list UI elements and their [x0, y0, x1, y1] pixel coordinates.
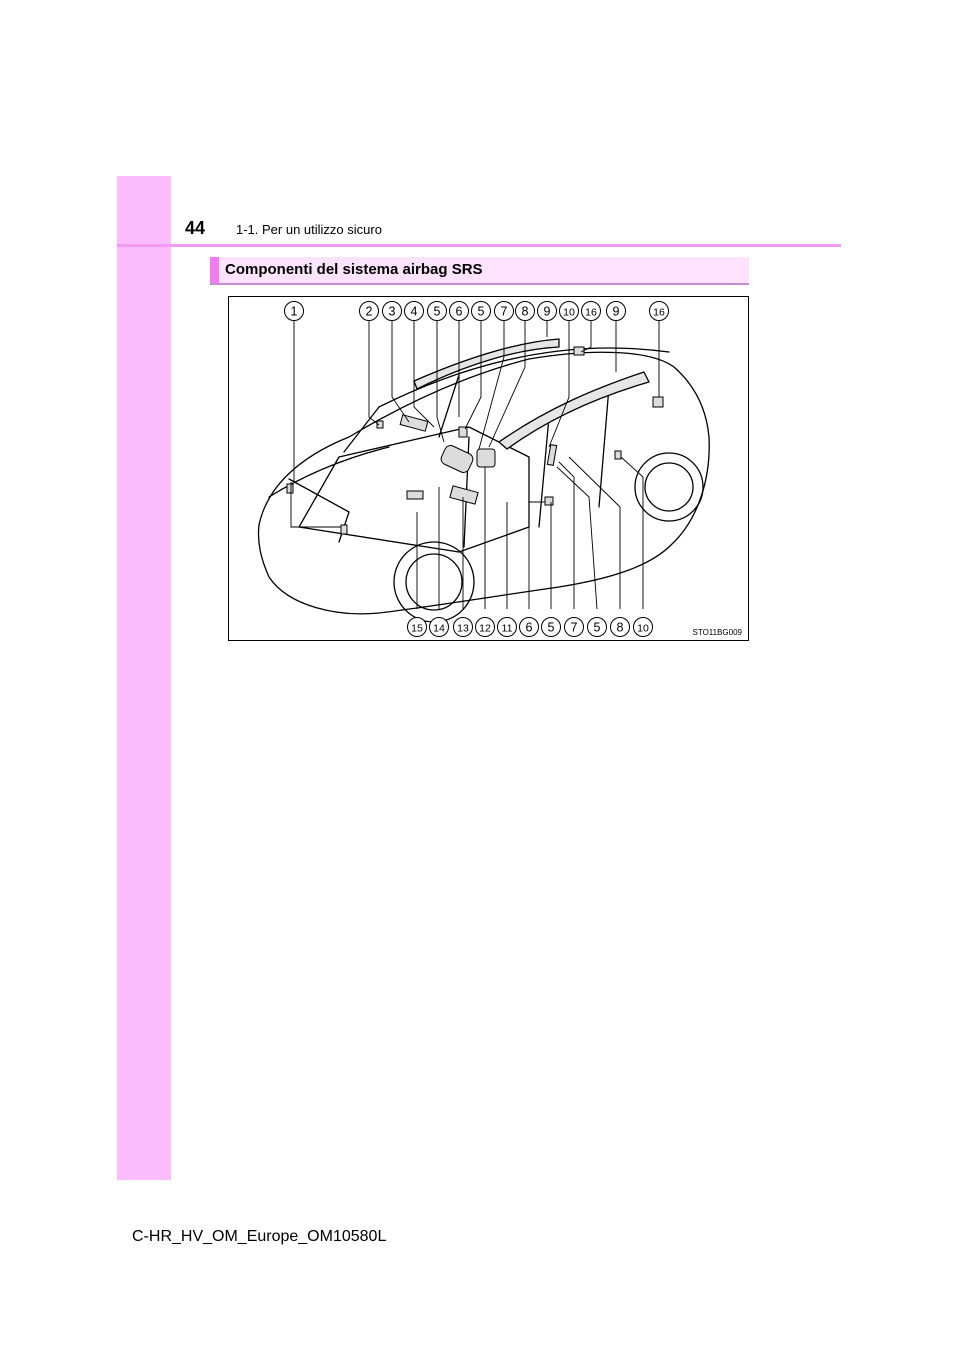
svg-text:14: 14 [433, 622, 445, 635]
svg-text:15: 15 [411, 622, 423, 635]
svg-text:1: 1 [290, 304, 298, 319]
component-rear-pretensioner [653, 397, 663, 407]
svg-text:7: 7 [500, 304, 508, 319]
svg-text:5: 5 [433, 304, 441, 319]
windshield [344, 375, 459, 452]
footer-doc-code: C-HR_HV_OM_Europe_OM10580L [132, 1228, 387, 1245]
component-steering-airbag [439, 444, 475, 475]
callout-top-10 [538, 302, 557, 321]
svg-text:10: 10 [563, 306, 575, 319]
component-side-airbag [547, 445, 556, 466]
component-seatbelt-pretensioner-2 [545, 497, 553, 505]
figure-code: STO11BG009 [692, 628, 742, 637]
section-band [210, 257, 749, 285]
callout-bottom-1 [408, 618, 427, 637]
component-rear-sensor [615, 451, 621, 459]
callout-top-9 [516, 302, 535, 321]
svg-text:9: 9 [543, 304, 551, 319]
callout-bottom-6 [520, 618, 539, 637]
svg-text:5: 5 [593, 620, 601, 635]
callout-bottom-4 [476, 618, 495, 637]
svg-text:7: 7 [570, 620, 578, 635]
svg-text:6: 6 [455, 304, 463, 319]
sidebar-tab [117, 176, 171, 1180]
svg-text:9: 9 [612, 304, 620, 319]
section-title: 1-1. Per un utilizzo sicuro [236, 222, 382, 237]
callout-top-5 [428, 302, 447, 321]
callout-bottom-11 [634, 618, 653, 637]
car-body-outline [258, 352, 709, 614]
svg-text:6: 6 [525, 620, 533, 635]
callout-top-1 [285, 302, 304, 321]
callout-bottom-10 [611, 618, 630, 637]
component-passenger-airbag [477, 449, 495, 467]
svg-text:4: 4 [410, 304, 418, 319]
car-illustration [229, 297, 750, 642]
page-number: 44 [185, 218, 206, 238]
callout-top-8 [495, 302, 514, 321]
callout-top-13 [607, 302, 626, 321]
svg-text:3: 3 [388, 304, 396, 319]
airbag-diagram [228, 296, 749, 641]
callout-bottom-2 [430, 618, 449, 637]
callout-top-12 [582, 302, 601, 321]
svg-text:16: 16 [653, 306, 665, 319]
callout-top-3 [383, 302, 402, 321]
svg-text:16: 16 [585, 306, 597, 319]
callout-top-11 [560, 302, 579, 321]
callout-bottom-9 [588, 618, 607, 637]
callout-bottom-3 [454, 618, 473, 637]
svg-text:5: 5 [547, 620, 555, 635]
svg-text:13: 13 [457, 622, 469, 635]
svg-text:10: 10 [637, 622, 649, 635]
component-center-airbag [450, 486, 478, 504]
callout-top-6 [450, 302, 469, 321]
component-front-sensor-1 [287, 484, 293, 493]
callout-top-2 [360, 302, 379, 321]
svg-text:2: 2 [365, 304, 373, 319]
component-ecu [407, 491, 423, 499]
svg-text:11: 11 [501, 622, 513, 635]
callout-top-14 [650, 302, 669, 321]
component-seatbelt-pretensioner-1 [459, 427, 467, 437]
band-title: Componenti del sistema airbag SRS [225, 261, 483, 278]
curtain-airbag-rear [499, 372, 649, 449]
svg-text:5: 5 [477, 304, 485, 319]
component-front-sensor-2 [341, 525, 347, 534]
header-rule [117, 244, 841, 247]
callout-top-7 [472, 302, 491, 321]
floor-frame [299, 427, 529, 552]
band-accent [210, 257, 219, 283]
callout-bottom-8 [565, 618, 584, 637]
callout-bottom-7 [542, 618, 561, 637]
callout-top-4 [405, 302, 424, 321]
svg-text:12: 12 [479, 622, 491, 635]
callout-bottom-5 [498, 618, 517, 637]
svg-text:8: 8 [616, 620, 624, 635]
svg-text:8: 8 [521, 304, 529, 319]
